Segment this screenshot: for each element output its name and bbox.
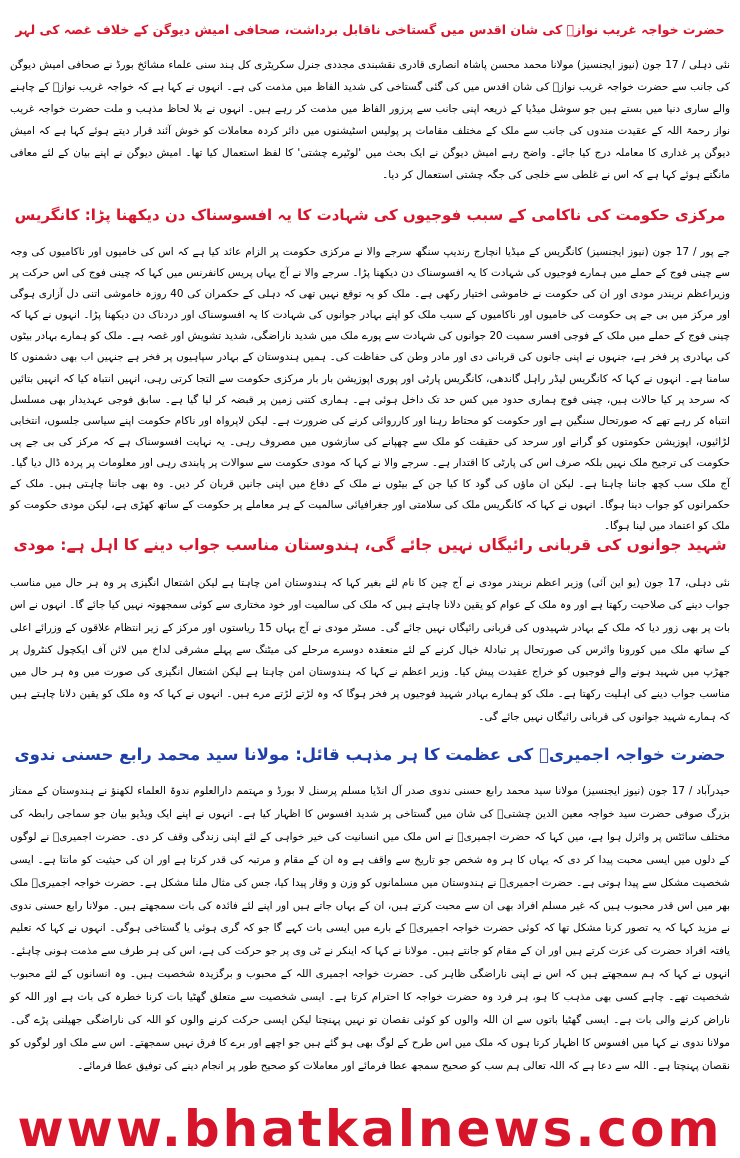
article-3-body: نئی دہلی، 17 جون (یو این آئی) وزیر اعظم نریندر مودی نے آج چین کا نام لئے بغیر کہا کہ ہندوستان امن چاہتا ہے لیکن اشتعال انگیزی پر وہ ہر حال میں مناسب جواب دینے کی صلاحیت رکھتا ہے اور وہ ملک کے عوام کو یقین دلانا چاہتے ہیں کہ ملک کی سالمیت اور خود مختاری سے کوئی سمجھوتہ نہیں کیا جائے گا۔ انہوں نے اس بات پر بھی زور دیا کہ ملک کے بہادر شہیدوں کی قربانی رائیگاں نہیں جائے گی۔ مسٹر مودی نے آج یہاں 15 ریاستوں اور مرکز کے زیر انتظام علاقوں کے وزرائے اعلی کے ساتھ ملک میں کورونا وائرس کی صورتحال پر تبادلۂ خیال کرنے کے لئے منعقدہ دوسرے مرحلے کی میٹنگ سے پہلے مشرقی لداخ میں لائن آف ایکچول کنٹرول پر جھڑپ میں شہید ہونے والے فوجیوں کو خراج عقیدت پیش کیا۔ وزیر اعظم نے کہا کہ ہندوستان امن چاہتا ہے لیکن اشتعال انگیزی کی صورت میں وہ ہر حال میں مناسب جواب دینے کی اہلیت رکھتا ہے۔ ملک کو ہمارے بہادر شہید فوجیوں پر فخر ہوگا کہ وہ لڑتے لڑتے مرے ہیں۔ انہوں نے کہا کہ وہ ملک کو یقین دلانا چاہتے ہیں کہ ہمارے شہید جوانوں کی قربانی رائیگاں نہیں جائے گی۔ xyxy=(9,577,731,723)
footer-website: www.bhatkalnews.com xyxy=(17,1100,723,1158)
article-1-headline: حضرت خواجہ غریب نوازؒ کی شان اقدس میں گستاخی ناقابل برداشت، صحافی امیش دیوگن کے خلاف غصہ کی لہر xyxy=(15,22,725,37)
article-2-headline: مرکزی حکومت کی ناکامی کے سبب فوجیوں کی شہادت کا یہ افسوسناک دن دیکھنا پڑا: کانگریس xyxy=(14,206,726,224)
article-4-headline: حضرت خواجہ اجمیریؒ کی عظمت کا ہر مذہب قائل: مولانا سید محمد رابع حسنی ندوی xyxy=(14,745,726,764)
article-4-body: حیدرآباد / 17 جون (نیوز ایجنسیز) مولانا سید محمد رابع حسنی ندوی صدر آل انڈیا مسلم پرسنل لا بورڈ و مہتمم دارالعلوم ندوۃ العلماء لکھنؤ نے ہندوستان کے ممتاز بزرگ صوفی حضرت سید خواجہ معین الدین چشتیؒ کی شان میں گستاخی پر شدید افسوس کا اظہار کیا ہے۔ انہوں نے اپنے ایک ویڈیو بیان جو سماجی رابطہ کی مختلف سائٹس پر وائرل ہوا ہے، میں کہا کہ حضرت اجمیریؒ نے اس ملک میں انسانیت کی خیر خواہی کے لئے اپنی زندگی وقف کر دی۔ حضرت اجمیریؒ نے لوگوں کے دلوں میں ایسی محبت پیدا کر دی کہ یہاں کا ہر وہ شخص جو تاریخ سے واقف ہے وہ ان کے مقام و مرتبہ کی قدر کرتا ہے اور ان کی حیثیت کو مانتا ہے۔ ایسی شخصیت مشکل سے پیدا ہوتی ہے۔ حضرت اجمیریؒ نے ہندوستان میں مسلمانوں کو وزن و وقار پیدا کیا، جس کی مثال ملنا مشکل ہے۔ حضرت خواجہ اجمیریؒ ملک بھر میں اس قدر محبوب ہیں کہ غیر مسلم افراد بھی ان سے محبت کرتے ہیں، ان کے یہاں جاتے ہیں اور اپنے لئے فائدہ کی بات سمجھتے ہیں۔ مولانا رابع حسنی ندوی نے مزید کہا کہ یہ تصور کرنا مشکل تھا کہ کوئی حضرت خواجہ اجمیریؒ کے بارے میں ایسی بات کہے گا جو کہ گری ہوئی یا گستاخی ہوگی۔ انہوں نے کہا کہ تعلیم یافتہ افراد حضرت کی عزت کرتے ہیں اور ان کے مقام کو جانتے ہیں۔ مولانا نے کہا کہ اینکر نے ٹی وی پر جو حرکت کی ہے، اس کی ہر طرف سے مذمت ہونی چاہئے۔ انہوں نے کہا کہ ہم سمجھتے ہیں کہ اس نے اپنی ناراضگی ظاہر کی۔ حضرت خواجہ اجمیری اللہ کے محبوب و برگزیدہ شخصیت ہیں۔ وہ انسانوں کے لئے محبوب شخصیت تھے۔ چاہے کسی بھی مذہب کا ہو، ہر فرد وہ حضرت خواجہ کا احترام کرتا ہے۔ ایسی شخصیت سے متعلق گھٹیا بات کرنا خطرہ کی بات ہے اور اللہ کو ناراض کرنے والی بات ہے۔ ایسی گھٹیا باتوں سے ان اللہ والوں کو کوئی نقصان تو نہیں پہنچتا لیکن ایسی حرکت کرنے والوں کو اللہ کی ناراضگی جھیلنی پڑے گی۔ مولانا ندوی نے کہا میں افسوس کا اظہار کرتا ہوں کہ ملک میں اس طرح کے لوگ بھی ہو گئے ہیں جو اچھے اور برے کا فرق نہیں سمجھتے۔ اس سے ملک اور لوگوں کو نقصان پہنچتا ہے۔ اللہ سے دعا ہے کہ اللہ تعالی ہم سب کو صحیح سمجھ عطا فرمائے اور معاملات کو صحیح طور پر انجام دینے کی توفیق عطا فرمائے۔ xyxy=(10,785,730,1072)
article-2-body: جے پور / 17 جون (نیوز ایجنسیز) کانگریس کے میڈیا انچارج رندیپ سنگھ سرجے والا نے مرکزی حکومت پر الزام عائد کیا ہے کہ اس کی خامیوں اور ناکامیوں کی وجہ سے چینی فوج کے حملے میں ہمارے فوجیوں کی شہادت کا یہ افسوسناک دن دیکھنا پڑا۔ سرجے والا نے آج یہاں پریس کانفرنس میں کہا کہ چینی فوج کی اس حرکت پر وزیراعظم نریندر مودی اور ان کی حکومت نے خاموشی اختیار رکھی ہے۔ ملک کو یہ توقع نہیں تھی کہ دہلی کے حکمران کی 40 روزہ خاموشی اتنی دل آزاری ہوگی اور مرکز میں بی جے پی حکومت کی خامیوں اور ناکامیوں کے سبب ملک کو اپنے بہادر جوانوں کی شہادت کا یہ افسوسناک اور دردناک دن دیکھنا پڑا۔ انہوں نے کہا کہ چینی فوج کے حملے میں ملک کے فوجی افسر سمیت 20 جوانوں کی شہادت سے پورے ملک میں شدید ناراضگی، شدید تشویش اور غصہ ہے۔ ملک کو ہمارے بہادر بیٹوں کی بہادری پر فخر ہے، جنہوں نے اپنی جانوں کی قربانی دی اور مادر وطن کی حفاظت کی۔ ہمیں ہندوستان کے بہادر سپاہیوں پر فخر ہے جنہیں اب بھی دشمنوں کا سامنا ہے۔ انہوں نے کہا کہ کانگریس لیڈر راہل گاندھی، کانگریس پارٹی اور پوری اپوزیشن بار بار مرکزی حکومت سے التجا کرتی رہی، انہیں انتباہ کیا کہ انہیں بتائیں کہ سرحد پر کیا حالات ہیں، چینی فوج ہماری حدود میں کس حد تک داخل ہوئی ہے۔ ہماری کتنی زمین پر قبضہ کر لیا گیا ہے۔ سابق فوجی عہدیدار بھی مسلسل انتباہ کر رہے تھے کہ صورتحال سنگین ہے اور حکومت کو محتاط رہنا اور کارروائی کرنے کی ضرورت ہے۔ لیکن لاپرواہ اور ناکام حکومت اپنے سیاسی جلسوں، انتخابی لڑائیوں، اپوزیشن حکومتوں کو گرانے اور سرحد کی حقیقت کو ملک سے چھپانے کی سازشوں میں مصروف رہی۔ یہ نہایت افسوسناک ہے کہ مرکز کی بی جے پی حکومت کی ترجیح ملک نہیں بلکہ صرف اس کی پارٹی کا اقتدار ہے۔ سرجے والا نے کہا کہ مودی حکومت سے سوالات پر پابندی رہی اور معلومات پر پردہ ڈال دیا گیا۔ آج ملک سب کچھ جاننا چاہتا ہے۔ لیکن ان ماؤں کی گود کا کیا جن کے بیٹوں نے ملک کے دفاع میں اپنی جانیں قربان کر دیں۔ وہ بھی جاننا چاہتی ہیں۔ ملک کے حکمرانوں کو جواب دینا ہوگا۔ انہوں نے کہا کہ کانگریس ملک کی سلامتی اور جغرافیائی سالمیت کے ہر معاملے پر حکومت کے ساتھ کھڑی ہے، لیکن مودی حکومت کو ملک کو اعتماد میں لینا ہوگا۔ xyxy=(10,246,731,533)
article-1-body: نئی دہلی / 17 جون (نیوز ایجنسیز) مولانا محمد محسن پاشاہ انصاری قادری نقشبندی مجددی جنرل سکریٹری کل ہند سنی علماء مشائخ بورڈ نے صحافی امیش دیوگن کی جانب سے حضرت خواجہ غریب نوازؒ کی شان اقدس میں کی گئی گستاخی کی شدید الفاظ میں مذمت کی ہے۔ انہوں نے کہا ہے کہ خواجہ غریب نوازؒ کے چاہنے والے ساری دنیا میں بستے ہیں جو سوشل میڈیا کے ذریعہ اپنی جانب سے پرزور الفاظ میں مذمت کر رہے ہیں۔ انہوں نے بلا لحاظ مذہب و ملت حضرت خواجہ غریب نواز رحمۃ اللہ کے عقیدت مندوں کی جانب سے ملک کے مختلف مقامات پر پولیس اسٹیشنوں میں دائر کردہ معاملات کو خوش آئند قرار دیتے ہوئے کہا ہے کہ امیش دیوگن پر غداری کا معاملہ درج کیا جائے۔ واضح رہے امیش دیوگن نے ایک بحث میں 'لوٹیرے چشتی' کا لفظ استعمال کیا تھا۔ امیش دیوگن نے اپنے بیان کے لئے معافی مانگتے ہوئے کہا ہے کہ اس نے غلطی سے خلجی کی جگہ چشتی استعمال کر دیا۔ xyxy=(10,59,730,181)
article-3-headline: شہید جوانوں کی قربانی رائیگاں نہیں جائے گی، ہندوستان مناسب جواب دینے کا اہل ہے: مودی xyxy=(13,536,727,554)
